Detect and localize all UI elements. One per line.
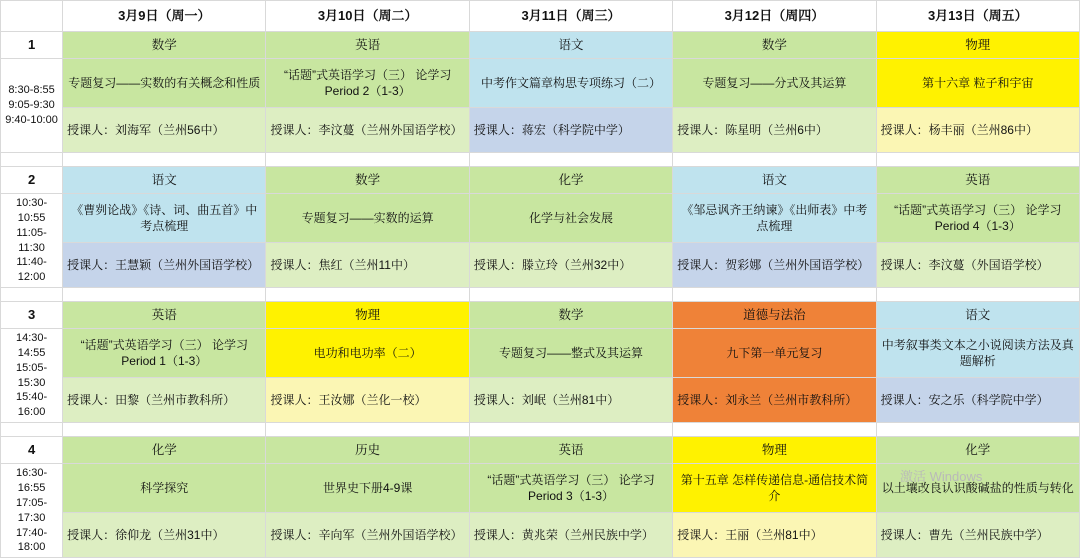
subject-cell: 语文 (63, 167, 266, 194)
time-range-cell (1, 59, 63, 153)
spacer-cell (1, 423, 63, 437)
time-range-cell (1, 464, 63, 558)
teacher-cell: 授课人：蒋宏（科学院中学） (469, 108, 672, 153)
spacer-cell (876, 288, 1079, 302)
teacher-cell: 授课人：焦红（兰州11中） (266, 243, 469, 288)
time-line: 14:30-14:55 (15, 332, 48, 359)
subject-cell: 英语 (876, 167, 1079, 194)
teacher-cell: 授课人：滕立玲（兰州32中） (469, 243, 672, 288)
subject-cell: 物理 (673, 437, 876, 464)
topic-cell: 九下第一单元复习 (673, 329, 876, 378)
spacer-cell (673, 423, 876, 437)
subject-cell: 数学 (266, 167, 469, 194)
block-subject-row (1, 437, 1080, 464)
teacher-cell: 授课人：王汝娜（兰化一校） (266, 378, 469, 423)
block-teacher-row (1, 108, 1080, 153)
block-spacer-row (1, 423, 1080, 437)
block-subject-row (1, 167, 1080, 194)
subject-cell: 化学 (63, 437, 266, 464)
spacer-cell (876, 423, 1079, 437)
topic-cell: 《邹忌讽齐王纳谏》《出师表》中考点梳理 (673, 194, 876, 243)
header-corner (1, 1, 63, 32)
time-line: 11:05-11:30 (16, 226, 47, 254)
spacer-cell (469, 153, 672, 167)
block-topic-row (1, 329, 1080, 378)
block-teacher-row (1, 378, 1080, 423)
subject-cell: 历史 (266, 437, 469, 464)
block-teacher-row (1, 513, 1080, 558)
teacher-cell: 授课人：刘永兰（兰州市教科所） (673, 378, 876, 423)
teacher-cell: 授课人：杨丰丽（兰州86中） (876, 108, 1079, 153)
subject-cell: 数学 (63, 32, 266, 59)
time-line: 11:40-12:00 (16, 256, 47, 284)
time-range-cell (1, 329, 63, 423)
topic-cell: 专题复习——分式及其运算 (673, 59, 876, 108)
subject-cell: 语文 (469, 32, 672, 59)
block-spacer-row (1, 288, 1080, 302)
subject-cell: 数学 (673, 32, 876, 59)
teacher-cell: 授课人：王丽（兰州81中） (673, 513, 876, 558)
time-range-cell (1, 194, 63, 288)
topic-cell: 第十五章 怎样传递信息-通信技术简介 (673, 464, 876, 513)
spacer-cell (673, 288, 876, 302)
subject-cell: 语文 (673, 167, 876, 194)
teacher-cell: 授课人：安之乐（科学院中学） (876, 378, 1079, 423)
header-day: 3月13日（周五） (876, 1, 1079, 32)
time-line: 17:40-18:00 (15, 526, 48, 554)
spacer-cell (266, 153, 469, 167)
teacher-cell: 授课人：陈星明（兰州6中） (673, 108, 876, 153)
topic-cell: 科学探究 (63, 464, 266, 513)
subject-cell: 化学 (469, 167, 672, 194)
topic-cell: 专题复习——实数的有关概念和性质 (63, 59, 266, 108)
teacher-cell: 授课人：田黎（兰州市教科所） (63, 378, 266, 423)
block-number: 1 (1, 32, 63, 59)
time-line: 15:40-16:00 (15, 391, 48, 419)
topic-cell: 第十六章 粒子和宇宙 (876, 59, 1079, 108)
header-day: 3月11日（周三） (469, 1, 672, 32)
teacher-cell: 授课人：李汶蔓（外国语学校） (876, 243, 1079, 288)
subject-cell: 物理 (876, 32, 1079, 59)
block-number: 3 (1, 302, 63, 329)
topic-cell: 以土壤改良认识酸碱盐的性质与转化 (876, 464, 1079, 513)
spacer-cell (469, 288, 672, 302)
table-header-row (1, 1, 1080, 32)
teacher-cell: 授课人：贺彩娜（兰州外国语学校） (673, 243, 876, 288)
spacer-cell (266, 288, 469, 302)
spacer-cell (469, 423, 672, 437)
block-spacer-row (1, 153, 1080, 167)
topic-cell: 中考作文篇章构思专项练习（二） (469, 59, 672, 108)
spacer-cell (63, 288, 266, 302)
topic-cell: 专题复习——整式及其运算 (469, 329, 672, 378)
teacher-cell: 授课人：李汶蔓（兰州外国语学校） (266, 108, 469, 153)
block-teacher-row (1, 243, 1080, 288)
time-line: 9:05-9:30 (8, 99, 55, 112)
topic-cell: 世界史下册4-9课 (266, 464, 469, 513)
spacer-cell (673, 153, 876, 167)
subject-cell: 数学 (469, 302, 672, 329)
header-day: 3月9日（周一） (63, 1, 266, 32)
topic-cell: “话题”式英语学习（三） 论学习 Period 1（1-3） (63, 329, 266, 378)
time-line: 15:05-15:30 (15, 361, 48, 389)
subject-cell: 语文 (876, 302, 1079, 329)
windows-activation-watermark: 激活 Windows (900, 469, 983, 484)
teacher-cell: 授课人：刘岷（兰州81中） (469, 378, 672, 423)
subject-cell: 英语 (469, 437, 672, 464)
spacer-cell (63, 153, 266, 167)
subject-cell: 物理 (266, 302, 469, 329)
block-number: 2 (1, 167, 63, 194)
spacer-cell (266, 423, 469, 437)
subject-cell: 道德与法治 (673, 302, 876, 329)
teacher-cell: 授课人：王慧颖（兰州外国语学校） (63, 243, 266, 288)
topic-cell: 化学与社会发展 (469, 194, 672, 243)
teacher-cell: 授课人：刘海军（兰州56中） (63, 108, 266, 153)
spacer-cell (1, 288, 63, 302)
topic-cell: 中考叙事类文本之小说阅读方法及真题解析 (876, 329, 1079, 378)
block-subject-row (1, 302, 1080, 329)
header-day: 3月10日（周二） (266, 1, 469, 32)
topic-cell: “话题”式英语学习（三） 论学习 Period 4（1-3） (876, 194, 1079, 243)
teacher-cell: 授课人：曹先（兰州民族中学） (876, 513, 1079, 558)
spacer-cell (876, 153, 1079, 167)
time-line: 16:30-16:55 (15, 467, 48, 494)
topic-cell: “话题”式英语学习（三） 论学习 Period 2（1-3） (266, 59, 469, 108)
time-line: 17:05-17:30 (15, 496, 48, 524)
block-number: 4 (1, 437, 63, 464)
time-line: 10:30-10:55 (15, 197, 48, 224)
subject-cell: 化学 (876, 437, 1079, 464)
teacher-cell: 授课人：辛向军（兰州外国语学校） (266, 513, 469, 558)
time-line: 9:40-10:00 (5, 113, 58, 126)
topic-cell: 《曹刿论战》《诗、词、曲五首》中考点梳理 (63, 194, 266, 243)
subject-cell: 英语 (63, 302, 266, 329)
spacer-cell (1, 153, 63, 167)
block-subject-row (1, 32, 1080, 59)
block-topic-row (1, 194, 1080, 243)
header-day: 3月12日（周四） (673, 1, 876, 32)
spacer-cell (63, 423, 266, 437)
topic-cell: 电功和电功率（二） (266, 329, 469, 378)
subject-cell: 英语 (266, 32, 469, 59)
topic-cell: 专题复习——实数的运算 (266, 194, 469, 243)
teacher-cell: 授课人：徐仰龙（兰州31中） (63, 513, 266, 558)
time-line: 8:30-8:55 (8, 84, 55, 97)
block-topic-row (1, 59, 1080, 108)
topic-cell: “话题”式英语学习（三） 论学习 Period 3（1-3） (469, 464, 672, 513)
teacher-cell: 授课人：黄兆荣（兰州民族中学） (469, 513, 672, 558)
